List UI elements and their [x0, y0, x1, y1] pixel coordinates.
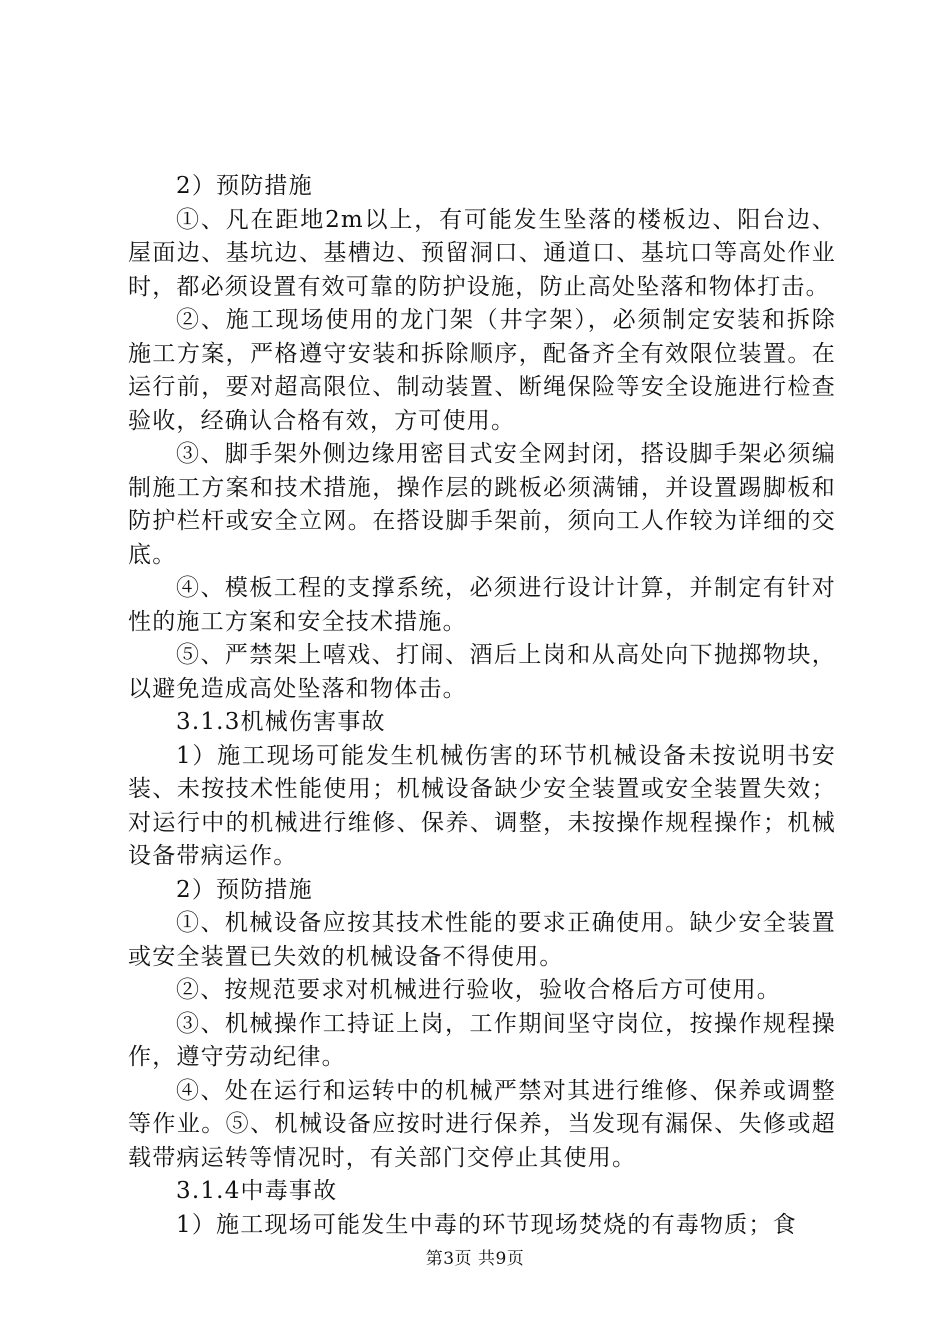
section-heading: 3.1.4中毒事故 — [176, 1178, 338, 1204]
document-body — [128, 170, 836, 1242]
paragraph: ④、模板工程的支撑系统，必须进行设计计算，并制定有针对性的施工方案和安全技术措施。 — [128, 575, 836, 635]
paragraph: ②、施工现场使用的龙门架（井字架），必须制定安装和拆除施工方案，严格遵守安装和拆除顺序，配备齐全有效限位装置。在运行前，要对超高限位、制动装置、断绳保险等安全设施进行检查验收，经确认合格有效，方可使用。 — [128, 307, 836, 434]
paragraph: ④、处在运行和运转中的机械严禁对其进行维修、保养或调整等作业。⑤、机械设备应按时进行保养，当发现有漏保、失修或超载带病运转等情况时，有关部门交停止其使用。 — [128, 1077, 836, 1171]
paragraph: 1）施工现场可能发生机械伤害的环节机械设备未按说明书安装、未按技术性能使用；机械设备缺少安全装置或安全装置失效；对运行中的机械进行维修、保养、调整，未按操作规程操作；机械设备带病运作。 — [128, 742, 836, 869]
paragraph: 2）预防措施 — [176, 173, 313, 199]
paragraph: 2）预防措施 — [176, 876, 313, 903]
page-number-footer: 第3页 共9页 — [425, 1249, 525, 1269]
paragraph: ③、机械操作工持证上岗，工作期间坚守岗位，按操作规程操作，遵守劳动纪律。 — [128, 1010, 836, 1070]
paragraph: ①、机械设备应按其技术性能的要求正确使用。缺少安全装置或安全装置已失效的机械设备不得使用。 — [128, 910, 836, 970]
paragraph: 1）施工现场可能发生中毒的环节现场焚烧的有毒物质；食 — [176, 1211, 797, 1238]
paragraph: ⑤、严禁架上嘻戏、打闹、酒后上岗和从高处向下抛掷物块，以避免造成高处坠落和物体击。 — [128, 642, 836, 702]
paragraph: ③、脚手架外侧边缘用密目式安全网封闭，搭设脚手架必须编制施工方案和技术措施，操作层的跳板必须满铺，并设置踢脚板和防护栏杆或安全立网。在搭设脚手架前，须向工人作较为详细的交底。 — [128, 441, 836, 568]
paragraph: ①、凡在距地2m以上，有可能发生坠落的楼板边、阳台边、屋面边、基坑边、基槽边、预留洞口、通道口、基坑口等高处作业时，都必须设置有效可靠的防护设施，防止高处坠落和物体打击。 — [128, 206, 836, 300]
section-heading: 3.1.3机械伤害事故 — [176, 709, 386, 735]
paragraph: ②、按规范要求对机械进行验收，验收合格后方可使用。 — [176, 977, 781, 1003]
